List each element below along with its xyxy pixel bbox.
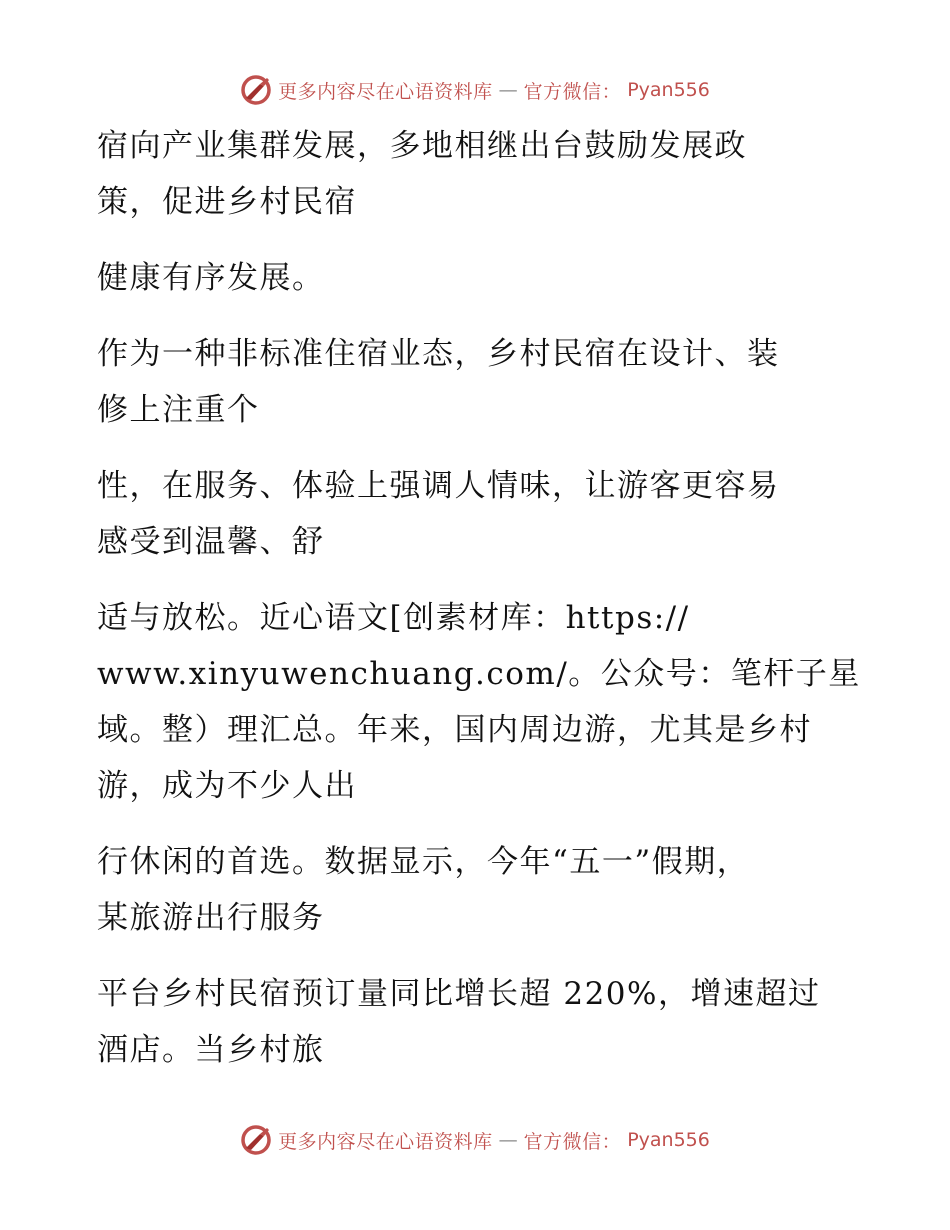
header-banner	[0, 70, 950, 110]
text-line: 游，成为不少人出	[97, 768, 357, 804]
brush-circle-logo-icon	[240, 1124, 272, 1156]
text-line: 作为一种非标准住宿业态，乡村民宿在设计、装	[97, 336, 780, 372]
text-line: 修上注重个	[97, 392, 260, 428]
text-line: 平台乡村民宿预订量同比增长超 220%，增速超过	[97, 976, 821, 1012]
footer-wechat-label: 官方微信：	[523, 1130, 622, 1153]
text-line: 行休闲的首选。数据显示，今年“五一”假期，	[97, 844, 750, 880]
header-wechat-label: 官方微信：	[523, 80, 622, 103]
footer-brand-text: 更多内容尽在心语资料库	[278, 1130, 493, 1153]
paragraph-2	[97, 250, 857, 306]
text-line: 性，在服务、体验上强调人情味，让游客更容易	[97, 468, 780, 504]
paragraph-3	[97, 326, 857, 438]
header-brand-text: 更多内容尽在心语资料库	[278, 80, 493, 103]
document-body	[97, 118, 861, 1078]
text-line: www.xinyuwenchuang.com/。公众号：笔杆子星	[97, 656, 861, 692]
footer-banner-content	[240, 1124, 710, 1156]
text-line: 感受到温馨、舒	[97, 524, 325, 560]
paragraph-6	[97, 834, 857, 946]
footer-banner	[0, 1120, 950, 1160]
footer-separator: —	[498, 1129, 518, 1151]
paragraph-4	[97, 458, 857, 570]
text-line: 酒店。当乡村旅	[97, 1032, 325, 1068]
paragraph-1	[97, 118, 857, 230]
paragraph-5	[97, 590, 861, 814]
text-line: 域。整）理汇总。年来，国内周边游，尤其是乡村	[97, 712, 812, 748]
header-wechat-id: Pyan556	[627, 79, 710, 101]
brush-circle-logo-icon	[240, 74, 272, 106]
header-banner-content	[240, 74, 710, 106]
text-line: 策，促进乡村民宿	[97, 184, 357, 220]
text-line: 某旅游出行服务	[97, 900, 325, 936]
text-line: 适与放松。近心语文[创素材库：https://	[97, 600, 690, 636]
text-line: 健康有序发展。	[97, 260, 325, 296]
footer-wechat-id: Pyan556	[627, 1129, 710, 1151]
header-separator: —	[498, 79, 518, 101]
text-line: 宿向产业集群发展，多地相继出台鼓励发展政	[97, 128, 747, 164]
paragraph-7	[97, 966, 857, 1078]
